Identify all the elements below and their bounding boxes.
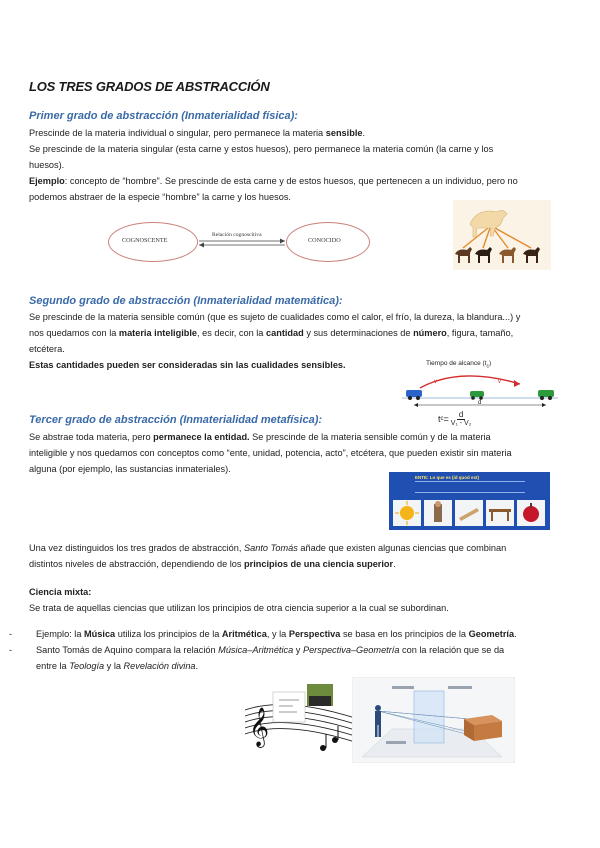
mixed-science <box>29 584 574 616</box>
mixed-science-text: Se trata de aquellas ciencias que utilizan los principios de otra ciencia superior a la cual se subordinan. <box>29 603 449 613</box>
mixed-science-heading: Ciencia mixta: <box>29 587 92 597</box>
cognoscente-label: COGNOSCENTE <box>122 237 168 244</box>
perspective-illustration <box>352 677 515 763</box>
velocity-1: v <box>434 379 437 385</box>
conocido-label: CONOCIDO <box>308 237 341 244</box>
summary-text: Una vez distinguidos los tres grados de abstracción, Santo Tomás añade que existen algunas ciencias que combinan distintos niveles de abstracción, dependiendo de los principios de una ciencia superior. <box>29 543 507 569</box>
horses-illustration <box>453 200 551 270</box>
first-degree-text: Prescinde de la materia individual o singular, pero permanece la materia sensible. Se prescinde de la materia singular (esta carne y estos huesos), pero permanece la materia común (la carne y los huesos). Ejemplo: concepto de “hombre”. Se prescinde de esta carne y de estos huesos, que pertenecen a un individuo, pero no podemos abstraer de la especie “hombre” la carne y los huesos. <box>29 128 518 202</box>
figure-tile <box>424 500 452 526</box>
sun-tile <box>393 500 421 526</box>
svg-text:𝄞: 𝄞 <box>249 707 270 747</box>
bullet-list <box>9 626 582 674</box>
cognition-diagram <box>108 222 368 262</box>
kinematics-figure <box>400 358 560 434</box>
distance-label: d <box>478 400 482 406</box>
formula: t c = $\frac{d}{\text{V₁ - V₂}}$ <box>438 410 472 427</box>
second-degree-text: Se prescinde de la materia sensible común (que es sujeto de cualidades como el calor, el frío, la dureza, la blandura...) y nos quedamos con la materia inteligible, es decir, con la cantidad y sus determinaciones de número, figura, tamaño, etcétera. Estas cantidades pueden ser consideradas sin las cualidades sensibles. <box>29 312 521 370</box>
list-item: - Ejemplo: la Música utiliza los principios de la Aritmética, y la Perspectiva se basa en los principios de la Geometría. <box>9 629 517 639</box>
list-item: - Santo Tomás de Aquino compara la relación Música–Aritmética y Perspectiva–Geometría con la relación que se da entre la Teología y la Revelación divina. <box>9 645 505 671</box>
music-illustration <box>245 676 355 760</box>
table-tile <box>486 500 514 526</box>
third-degree-text: Se abstrae toda materia, pero permanece la entidad. Se prescinde de la materia sensible común y de la materia inteligible y nos quedamos con conceptos como “ente, unidad, potencia, acto”, etcétera, que pueden existir sin materia alguna (por ejemplo, las sustancias inmateriales). <box>29 432 512 474</box>
ente-panel-title: ENTE: Lo que es (id quod est) <box>415 475 479 480</box>
first-degree-heading: Primer grado de abstracción (Inmaterialidad física): <box>29 110 298 122</box>
scroll-tile <box>455 500 483 526</box>
relation-label: Relación cognoscitiva <box>212 232 262 238</box>
third-degree-heading: Tercer grado de abstracción (Inmaterialidad metafísica): <box>29 414 323 426</box>
ente-panel-text <box>415 481 525 493</box>
page-title: LOS TRES GRADOS DE ABSTRACCIÓN <box>29 79 270 94</box>
kinematics-title: Tiempo de alcance $(t_c)$ <box>426 360 492 370</box>
velocity-2: v <box>498 379 501 385</box>
apple-tile <box>517 500 545 526</box>
ente-panel <box>389 472 550 530</box>
second-degree-heading: Segundo grado de abstracción (Inmaterialidad matemática): <box>29 295 343 307</box>
